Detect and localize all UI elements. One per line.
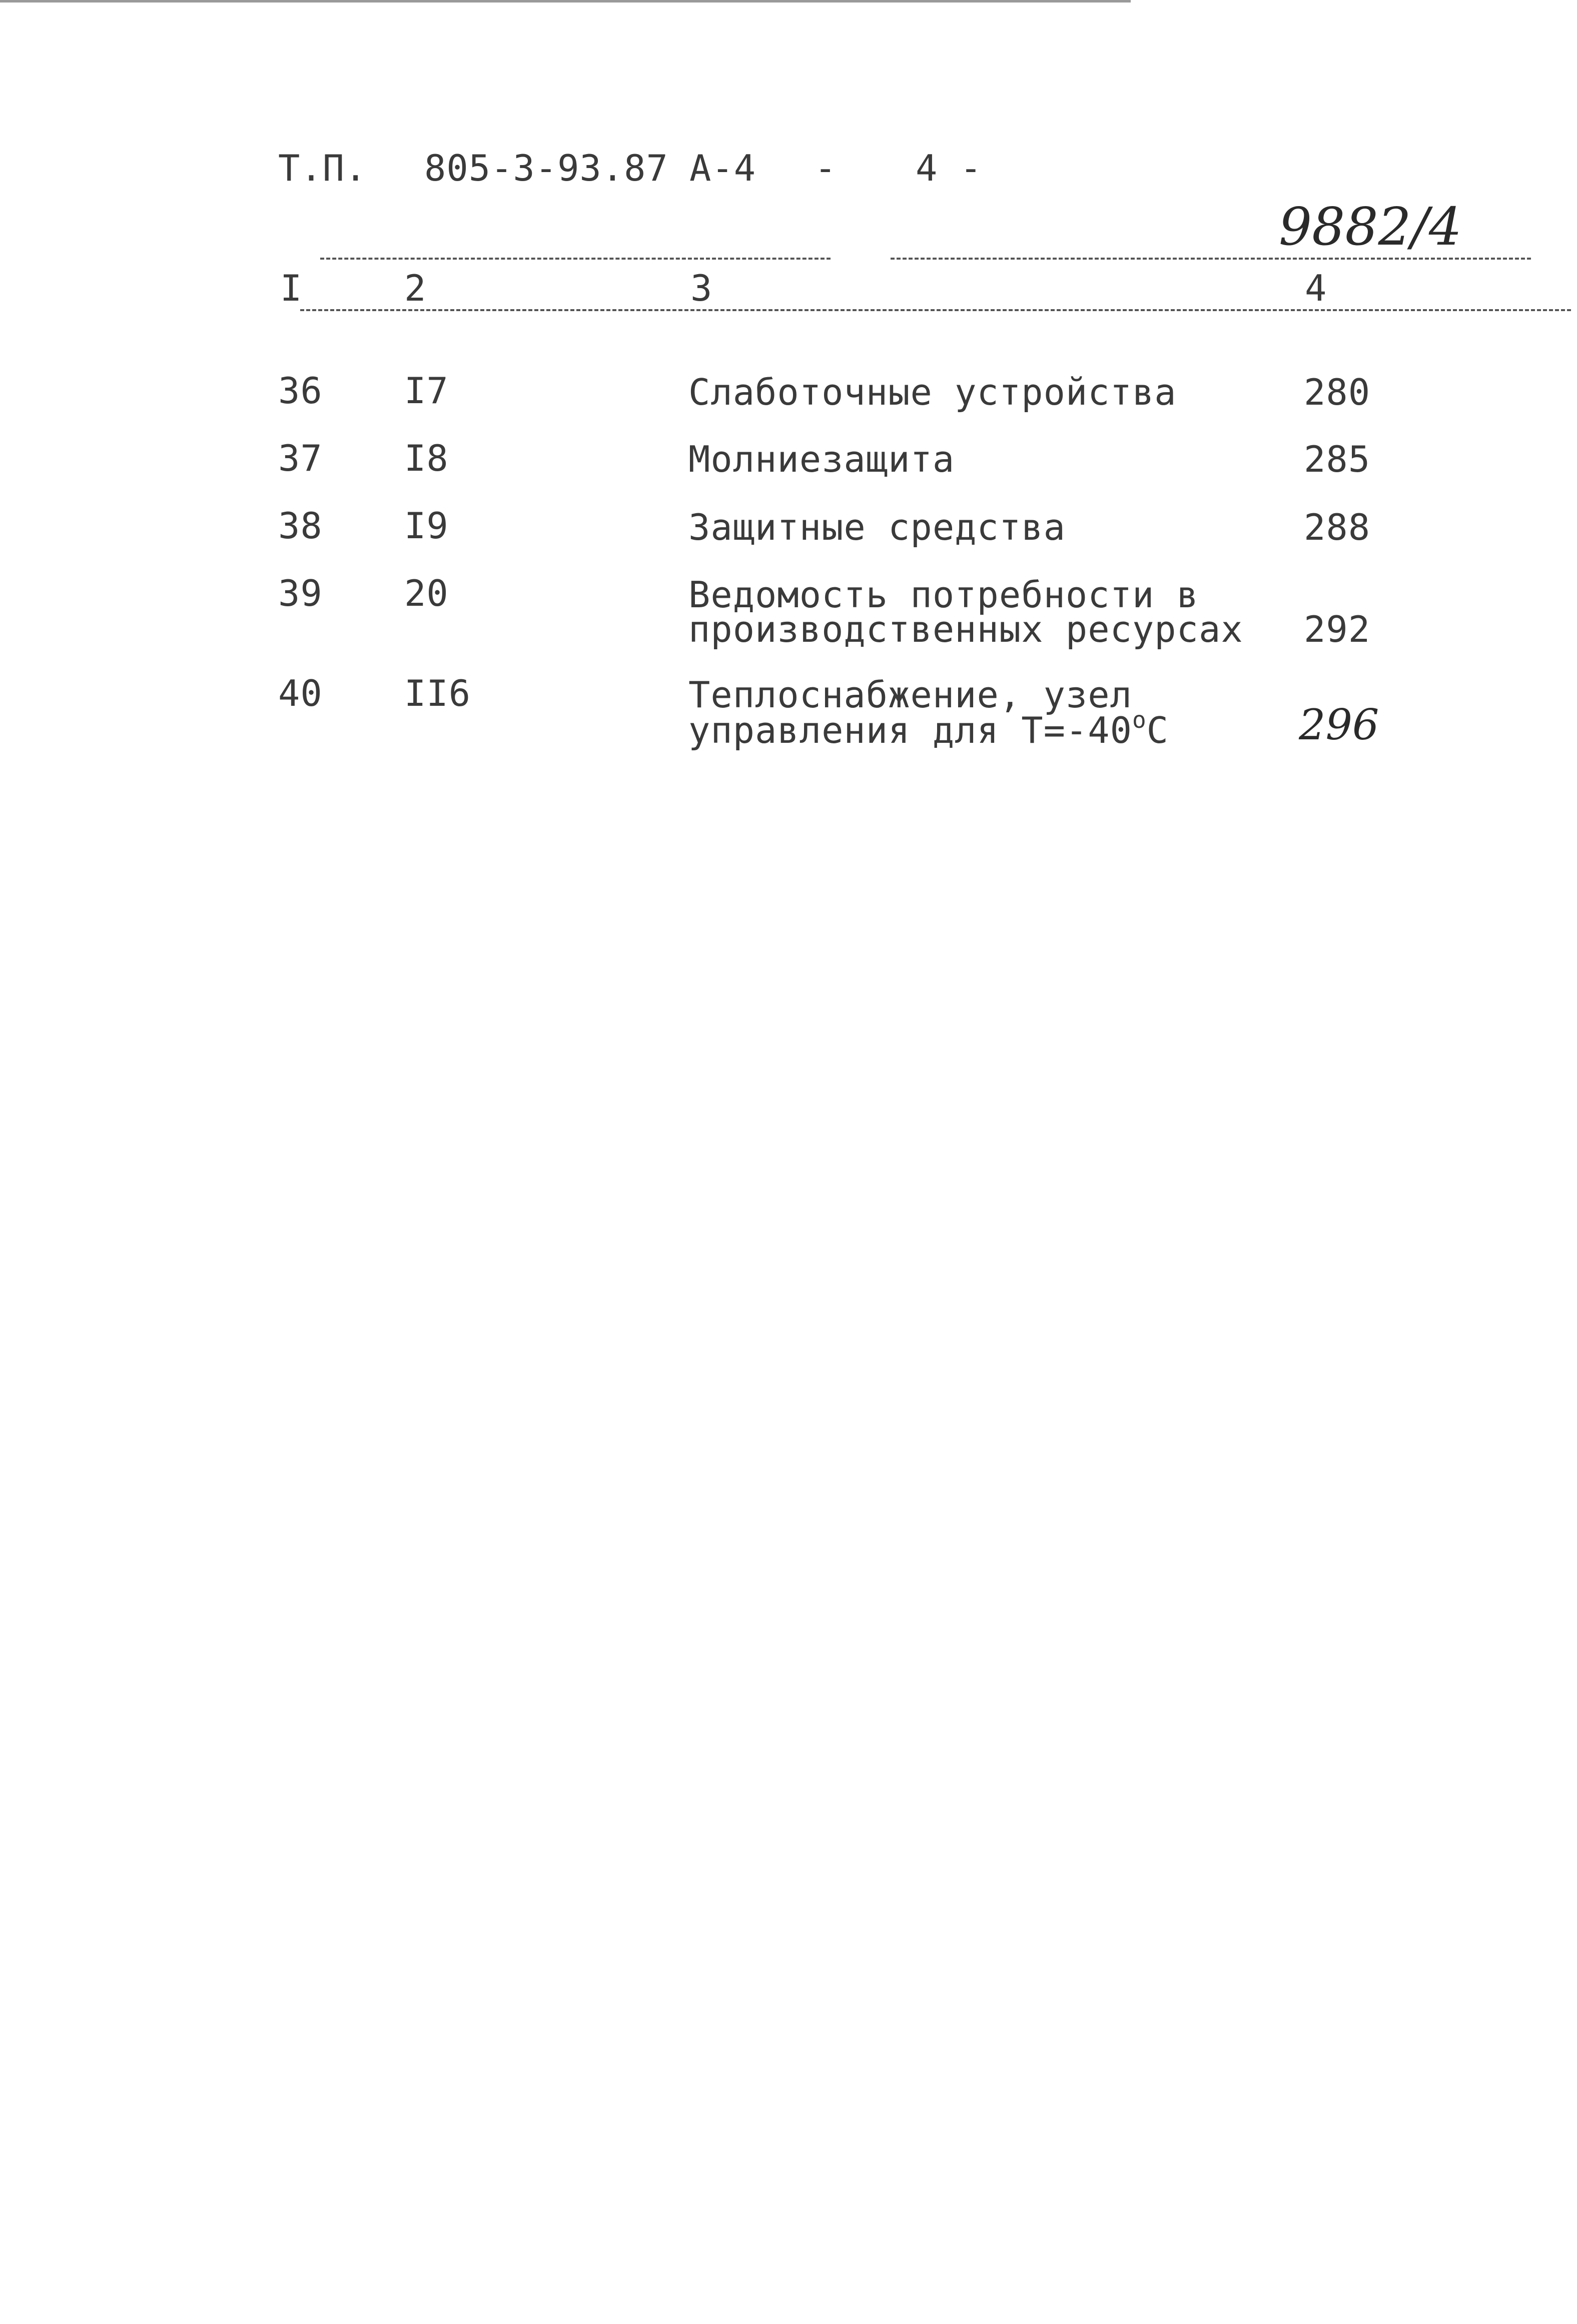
row-number: 40 xyxy=(278,672,323,714)
row-title-line-2: производственных ресурсах xyxy=(688,608,1243,650)
column-header-4: 4 xyxy=(1305,267,1327,309)
row-page: 288 xyxy=(1304,506,1371,548)
header-page-number: 4 - xyxy=(916,147,983,189)
header-prefix: Т.П. xyxy=(278,147,367,189)
column-header-3: 3 xyxy=(690,267,713,309)
row-title-line-1: Теплоснабжение, узел xyxy=(688,674,1132,716)
row-number: 38 xyxy=(278,505,323,547)
row-number: 37 xyxy=(278,437,323,479)
row-title-line-1: Ведомость потребности в xyxy=(688,574,1199,616)
row-number: 39 xyxy=(278,572,323,614)
row-number: 36 xyxy=(278,370,323,412)
row-sheet: II6 xyxy=(404,672,471,714)
row-sheet: I8 xyxy=(404,437,449,479)
dashed-rule-header-bottom xyxy=(300,309,1571,311)
row-title-line-2: управления для $Т=-40^оС$ xyxy=(688,706,1169,751)
header-separator: - xyxy=(815,147,837,189)
dashed-rule-upper-right xyxy=(891,258,1531,260)
row-page: 292 xyxy=(1304,608,1371,650)
scan-top-edge xyxy=(0,0,1131,3)
handwritten-archive-number: 9882/4 xyxy=(1279,196,1462,257)
header-album: А-4 xyxy=(689,147,756,189)
row-page-handwritten: 296 xyxy=(1299,700,1379,749)
column-header-1: I xyxy=(280,267,303,309)
row-title: Защитные средства xyxy=(688,506,1066,548)
row-page: 285 xyxy=(1304,438,1371,480)
row-page: 280 xyxy=(1304,371,1371,413)
header-project-code: 805-3-93.87 xyxy=(424,147,668,189)
row-sheet: 20 xyxy=(404,572,449,614)
row-sheet: I7 xyxy=(404,370,449,412)
row-title: Слаботочные устройства xyxy=(688,371,1177,413)
column-header-2: 2 xyxy=(404,267,427,309)
row-sheet: I9 xyxy=(404,505,449,547)
row-title: Молниезащита xyxy=(688,438,955,480)
dashed-rule-upper-left xyxy=(320,258,831,260)
